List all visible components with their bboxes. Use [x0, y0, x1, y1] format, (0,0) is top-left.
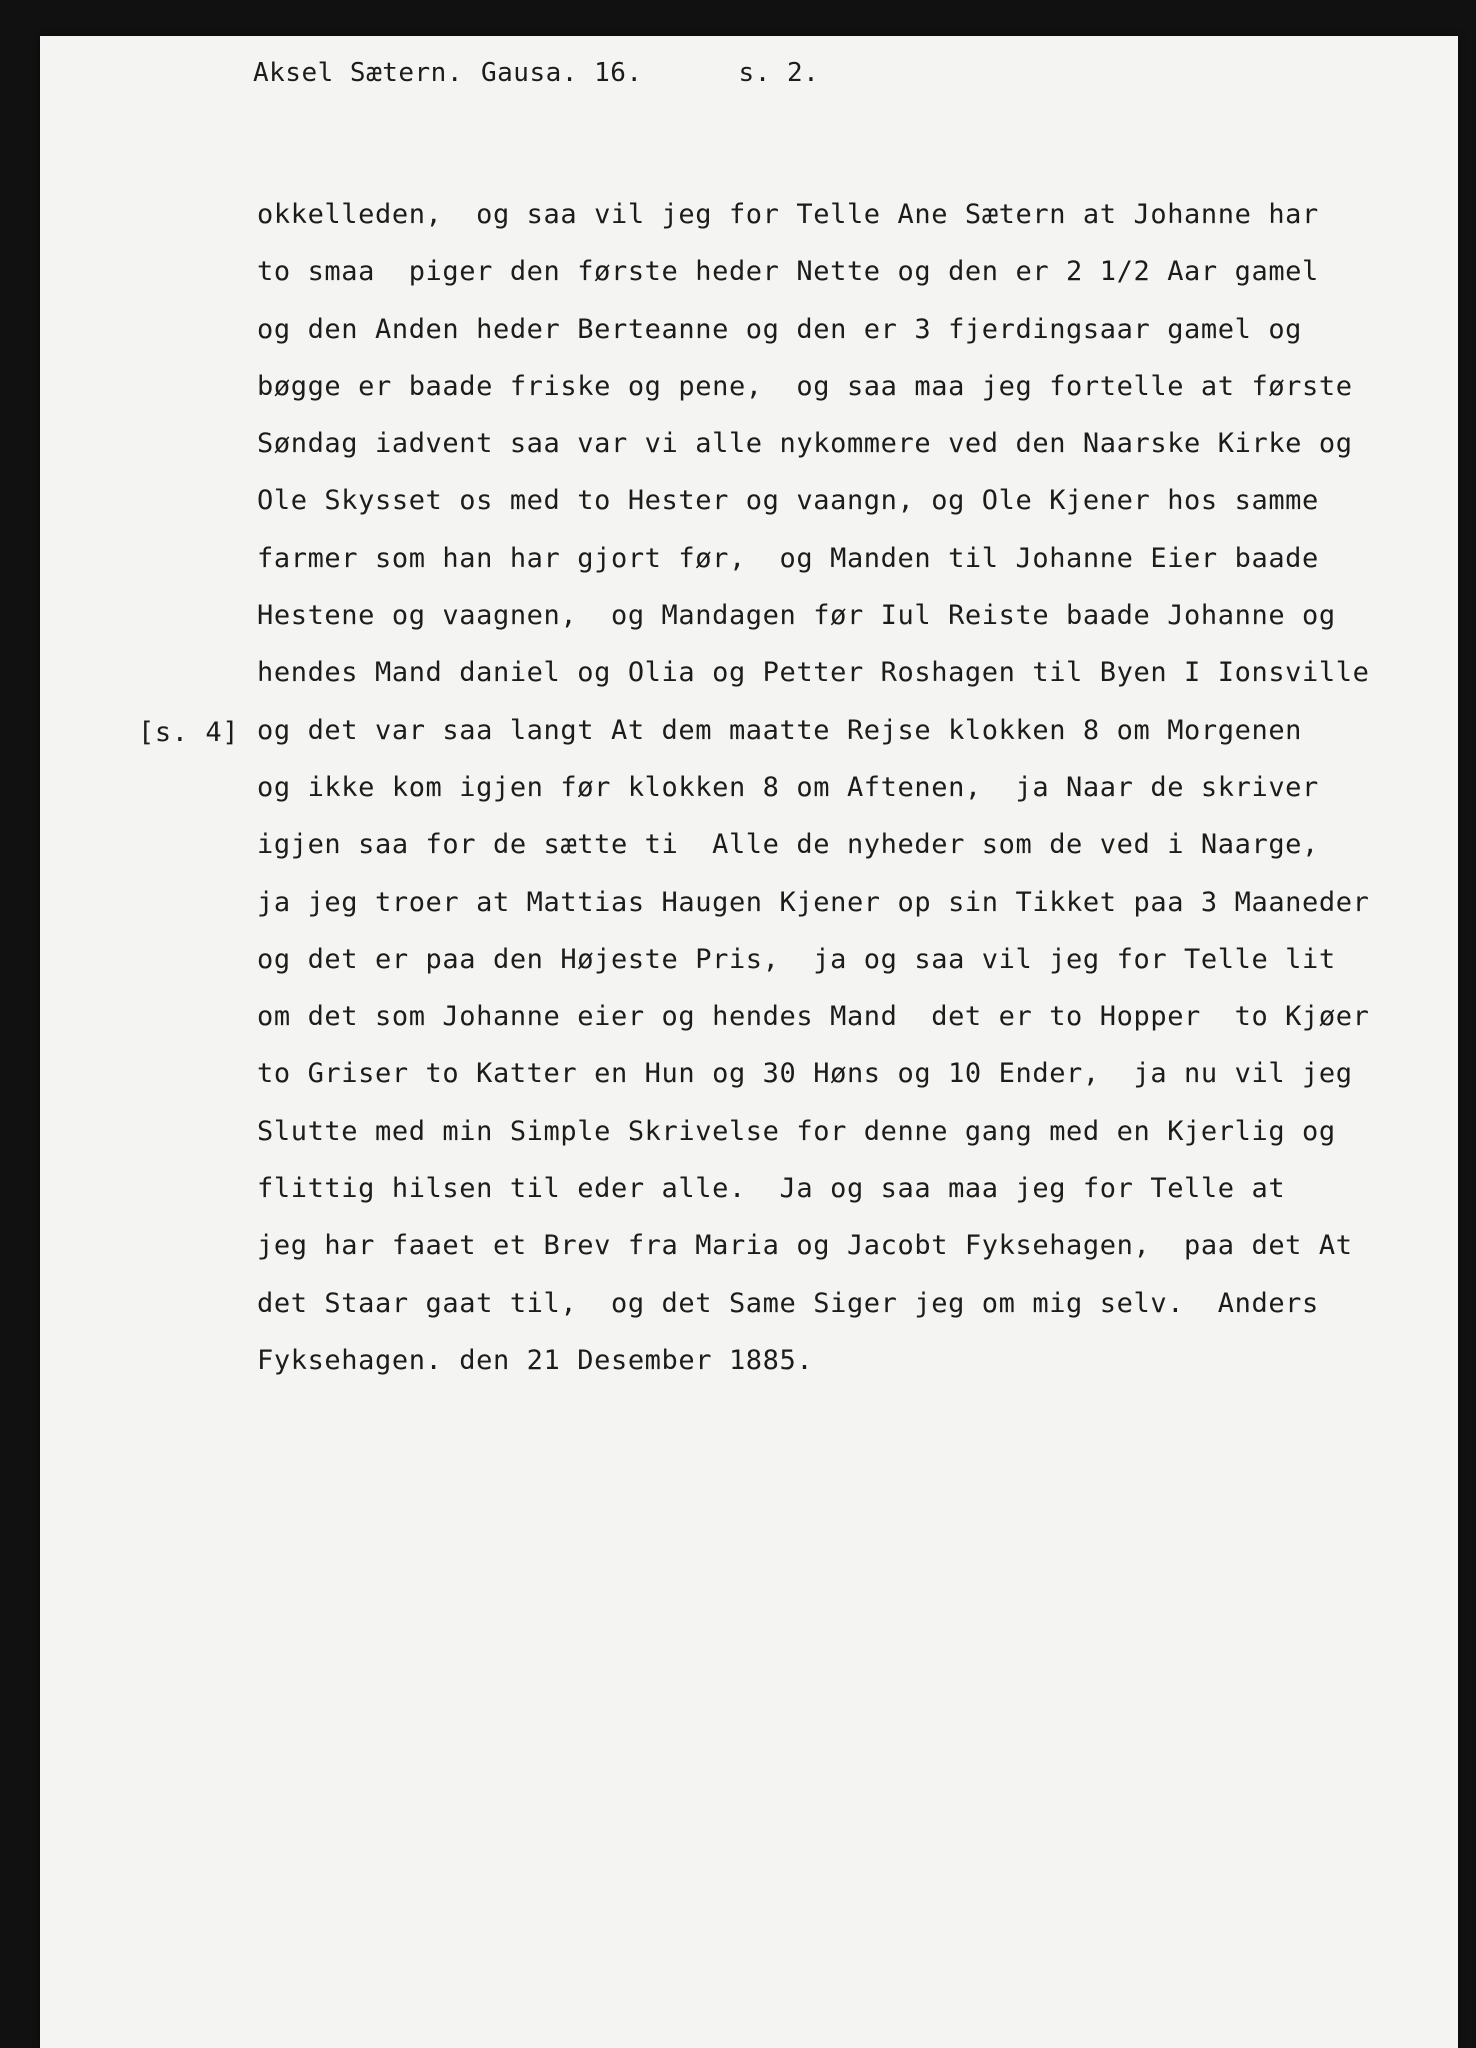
text-line: okkelleden, og saa vil jeg for Telle Ane Sætern at Johanne har — [257, 199, 1319, 230]
text-line: Ole Skysset os med to Hester og vaangn, og Ole Kjener hos samme — [257, 485, 1319, 517]
text-line: ja jeg troer at Mattias Haugen Kjener op sin Tikket paa 3 Maaneder — [257, 886, 1370, 918]
text-line: om det som Johanne eier og hendes Mand det er to Hopper to Kjøer — [257, 1001, 1370, 1033]
header-page-number: s. 2. — [738, 58, 820, 88]
text-line: bøgge er baade friske og pene, og saa maa jeg fortelle at første — [257, 370, 1353, 402]
text-line: farmer som han har gjort før, og Manden til Johanne Eier baade — [257, 542, 1319, 574]
text-line: to smaa piger den første heder Nette og den er 2 1/2 Aar gamel — [257, 256, 1319, 288]
text-line: og ikke kom igjen før klokken 8 om Aftenen, ja Naar de skriver — [257, 771, 1319, 803]
text-line: hendes Mand daniel og Olia og Petter Roshagen til Byen I Ionsville — [257, 657, 1370, 689]
text-line: igjen saa for de sætte ti Alle de nyheder som de ved i Naarge, — [257, 829, 1319, 861]
text-line: Slutte med min Simple Skrivelse for denne gang med en Kjerlig og — [257, 1115, 1336, 1147]
header-name: Aksel Sætern. — [253, 58, 463, 88]
text-line: og det er paa den Højeste Pris, ja og saa vil jeg for Telle lit — [257, 943, 1336, 975]
letter-body — [257, 197, 1407, 1400]
text-line: Søndag iadvent saa var vi alle nykommere ved den Naarske Kirke og — [257, 428, 1353, 460]
text-line: jeg har faaet et Brev fra Maria og Jacobt Fyksehagen, paa det At — [257, 1230, 1353, 1262]
page-header — [253, 58, 819, 98]
margin-page-note: [s. 4] — [138, 717, 240, 748]
header-place: Gausa. 16. — [481, 58, 643, 88]
text-line: det Staar gaat til, og det Same Siger jeg om mig selv. Anders — [257, 1287, 1319, 1319]
text-line: og det var saa langt At dem maatte Rejse klokken 8 om Morgenen — [257, 714, 1303, 746]
text-line: og den Anden heder Berteanne og den er 3 fjerdingsaar gamel og — [257, 313, 1303, 345]
text-line: Fyksehagen. den 21 Desember 1885. — [257, 1344, 814, 1376]
text-line: Hestene og vaagnen, og Mandagen før Iul Reiste baade Johanne og — [257, 600, 1336, 632]
text-line: flittig hilsen til eder alle. Ja og saa maa jeg for Telle at — [257, 1173, 1286, 1205]
text-line: to Griser to Katter en Hun og 30 Høns og 10 Ender, ja nu vil jeg — [257, 1058, 1353, 1090]
